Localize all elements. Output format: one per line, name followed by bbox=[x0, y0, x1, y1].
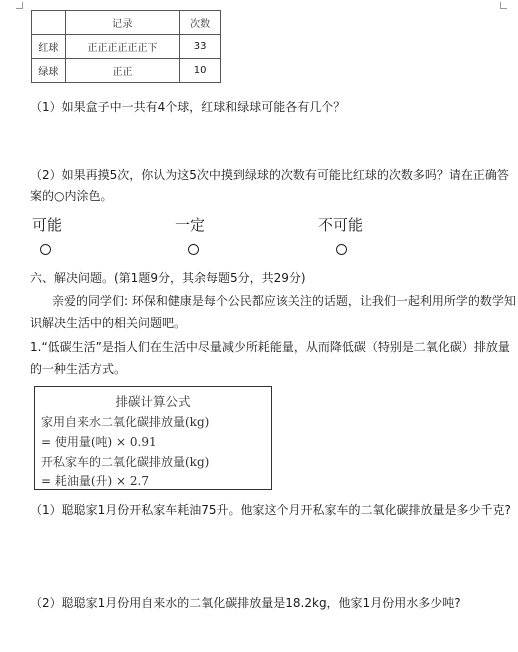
row-label: 红球 bbox=[32, 35, 66, 59]
intro-line-1: 亲爱的同学们: 环保和健康是每个公民都应该关注的话题，让我们一起利用所学的数学知 bbox=[52, 294, 516, 308]
intro-line-2: 识解决生活中的相关问题吧。 bbox=[30, 316, 187, 330]
choice-circle-certain[interactable] bbox=[188, 244, 199, 255]
formula-line: 开私家车的二氧化碳排放量(kg) bbox=[41, 455, 210, 469]
page-corner-mark bbox=[500, 2, 507, 9]
table-row bbox=[32, 59, 221, 83]
row-label: 绿球 bbox=[32, 59, 66, 83]
table-header-cell: 记录 bbox=[65, 11, 179, 35]
problem-1-line-2: 的一种生活方式。 bbox=[30, 362, 127, 376]
row-count: 33 bbox=[180, 35, 221, 59]
choice-label-possible: 可能 bbox=[32, 216, 63, 234]
tally-table bbox=[31, 10, 221, 83]
row-count: 10 bbox=[180, 59, 221, 83]
row-record: 正正 bbox=[65, 59, 179, 83]
table-header-cell bbox=[32, 11, 66, 35]
formula-line: 家用自来水二氧化碳排放量(kg) bbox=[41, 415, 210, 429]
problem-1-line-1: 1.“低碳生活”是指人们在生活中尽量减少所耗能量，从而降低碳（特别是二氧化碳）排放量 bbox=[30, 340, 510, 354]
row-record: 正正正正正正下 bbox=[65, 35, 179, 59]
question-2-line-2: 案的○内涂色。 bbox=[30, 189, 113, 203]
problem-1-question-1: （1）聪聪家1月份开私家车耗油75升。他家这个月开私家车的二氧化碳排放量是多少千克? bbox=[30, 503, 511, 517]
choice-label-impossible: 不可能 bbox=[318, 216, 364, 234]
carbon-formula-box bbox=[34, 386, 272, 490]
table-header-cell: 次数 bbox=[180, 11, 221, 35]
page-corner-mark bbox=[16, 2, 23, 9]
question-2-line-1: （2）如果再摸5次，你认为这5次中摸到绿球的次数有可能比红球的次数多吗？请在正确答 bbox=[30, 168, 509, 182]
question-1: （1）如果盒子中一共有4个球，红球和绿球可能各有几个？ bbox=[30, 100, 346, 114]
problem-1-question-2: （2）聪聪家1月份用自来水的二氧化碳排放量是18.2kg，他家1月份用水多少吨? bbox=[30, 596, 461, 610]
formula-title: 排碳计算公式 bbox=[115, 394, 191, 409]
table-row bbox=[32, 35, 221, 59]
table-header-row bbox=[32, 11, 221, 35]
section-6-heading: 六、解决问题。(第1题9分，其余每题5分，共29分) bbox=[30, 271, 306, 285]
choice-label-certain: 一定 bbox=[175, 216, 206, 234]
formula-line: = 使用量(吨) × 0.91 bbox=[41, 435, 157, 449]
formula-line: = 耗油量(升) × 2.7 bbox=[41, 474, 150, 488]
choice-circle-impossible[interactable] bbox=[336, 244, 347, 255]
choice-circle-possible[interactable] bbox=[40, 244, 51, 255]
